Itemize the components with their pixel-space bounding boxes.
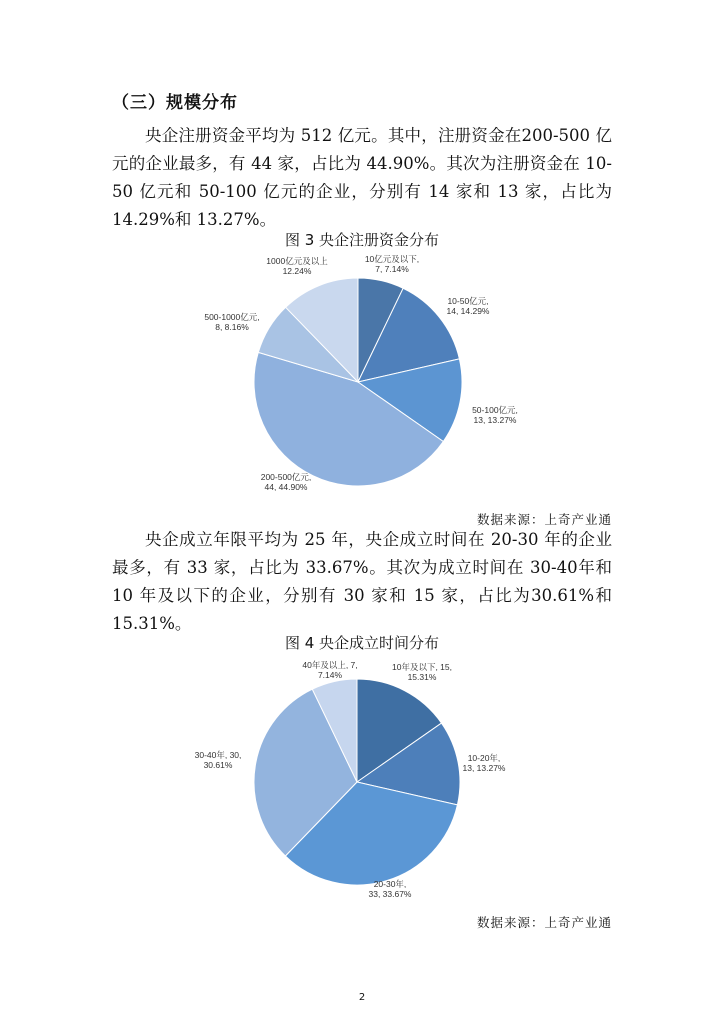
establishment-years-pie-chart [0,655,724,905]
registered-capital-pie-chart [0,250,724,510]
pie-slice-label-0: 10亿元及以下, 7, 7.14% [364,254,420,274]
paragraph-registered-capital: 央企注册资金平均为 512 亿元。其中，注册资金在200-500 亿元的企业最多，有 44 家，占比为 44.90%。其次为注册资金在 10-50 亿元和 50-100 亿元的企业，分别有 14 家和 13 家，占比为 14.29%和 13.27%。 [112,126,612,229]
pie-slice-label-2: 50-100亿元, 13, 13.27% [472,405,518,425]
pie-slice-label-3: 200-500亿元, 44, 44.90% [260,472,312,492]
pie-slice-label-4: 500-1000亿元, 8, 8.16% [204,312,260,332]
figure3-title: 图 3 央企注册资金分布 [284,231,440,249]
pie-slice-label-1: 10-20年, 13, 13.27% [462,753,506,773]
section-heading: （三）规模分布 [112,93,238,113]
figure4-source: 数据来源：上奇产业通 [476,915,612,930]
pie-slice-label-2: 20-30年, 33, 33.67% [368,879,412,899]
pie-slice-label-5: 1000亿元及以上 12.24% [266,256,328,276]
pie-slice-label-3: 30-40年, 30, 30.61% [194,750,242,770]
page-number: 2 [358,992,366,1003]
paragraph-establishment-years: 央企成立年限平均为 25 年，央企成立时间在 20-30 年的企业最多，有 33 家，占比为 33.67%。其次为成立时间在 30-40年和 10 年及以下的企业，分别有 30 家和 15 家，占比为30.61%和 15.31%。 [112,530,612,633]
figure3-source: 数据来源：上奇产业通 [476,512,612,527]
figure4-title: 图 4 央企成立时间分布 [284,634,440,652]
pie-slice-label-4: 40年及以上, 7, 7.14% [302,660,358,680]
pie-slice-label-1: 10-50亿元, 14, 14.29% [446,296,490,316]
pie-slice-label-0: 10年及以下, 15, 15.31% [392,662,452,682]
